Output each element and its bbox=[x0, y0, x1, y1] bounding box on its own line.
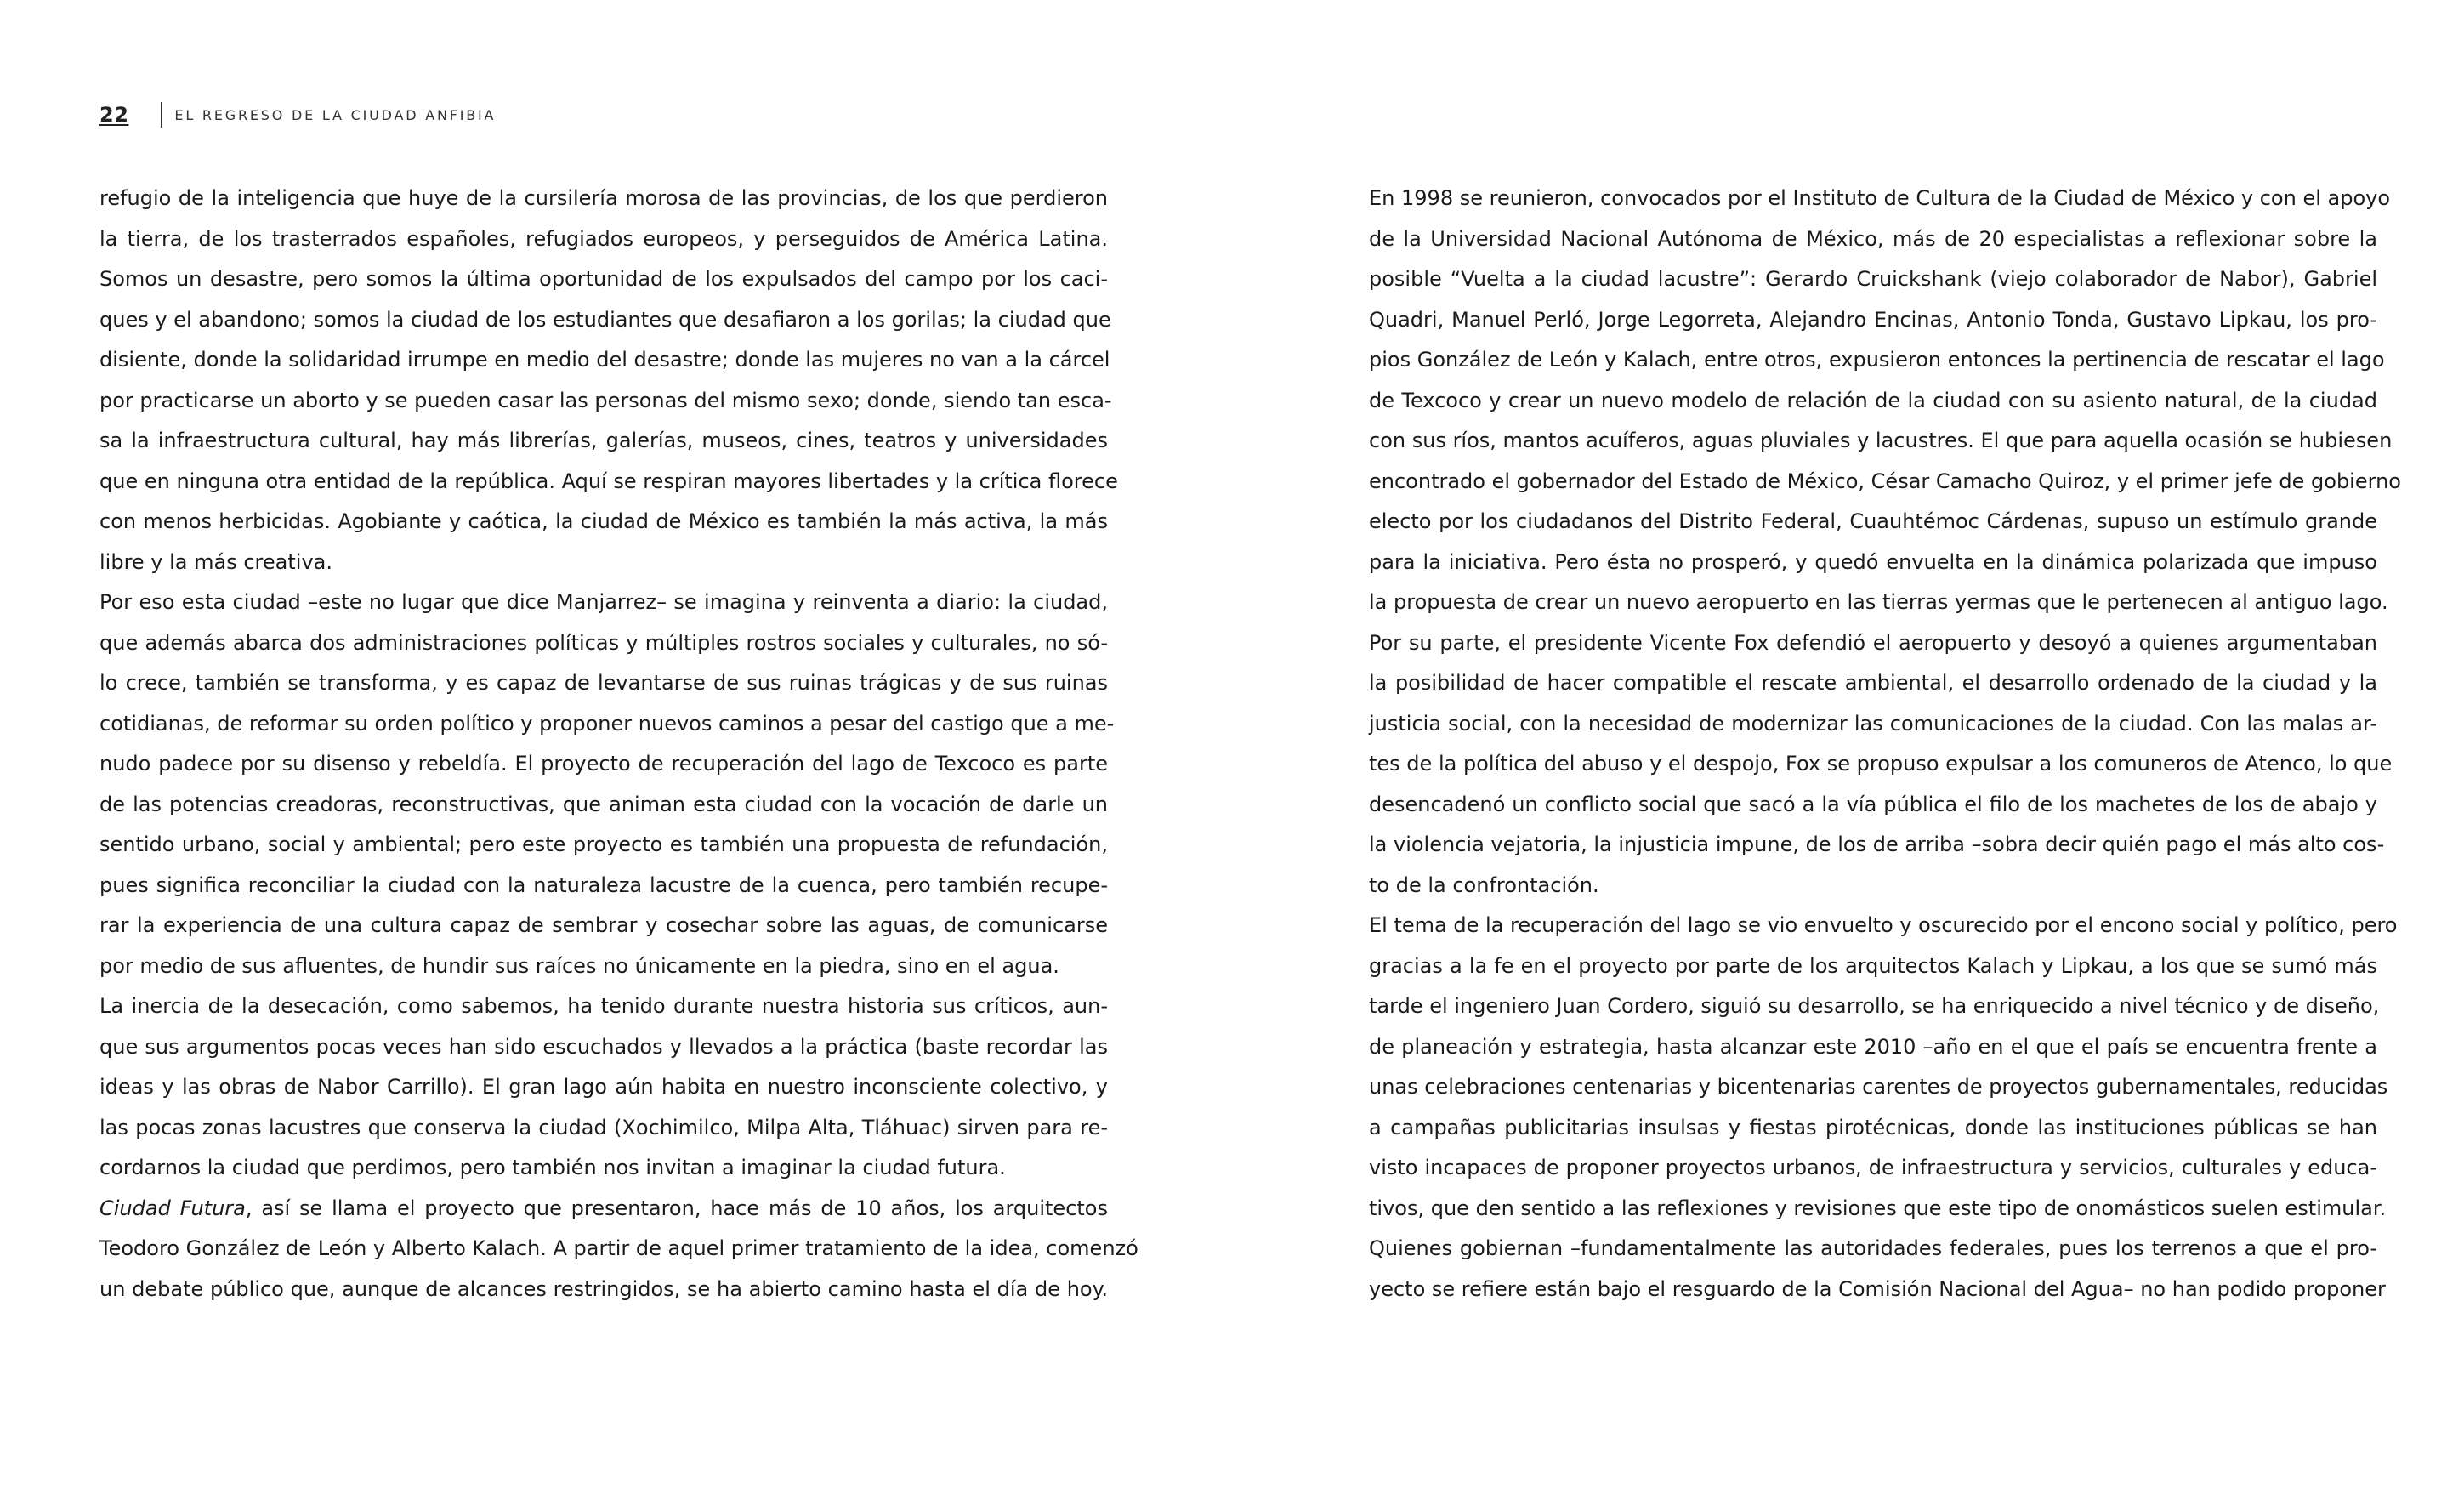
text-line: Por su parte, el presidente Vicente Fox defendió el aeropuerto y desoyó a quienes argumentaban bbox=[1369, 630, 2377, 655]
text-line: electo por los ciudadanos del Distrito Federal, Cuauhtémoc Cárdenas, supuso un estímulo grande bbox=[1369, 509, 2377, 533]
text-line: que además abarca dos administraciones políticas y múltiples rostros sociales y culturales, no só- bbox=[99, 630, 1108, 655]
text-line: la violencia vejatoria, la injusticia impune, de los de arriba –sobra decir quién pago el más alto cos- bbox=[1369, 832, 2385, 856]
text-line: Quadri, Manuel Perló, Jorge Legorreta, Alejandro Encinas, Antonio Tonda, Gustavo Lipkau, los pro- bbox=[1369, 307, 2377, 332]
text-line: ideas y las obras de Nabor Carrillo). El gran lago aún habita en nuestro inconsciente colectivo, y bbox=[99, 1075, 1108, 1099]
text-line: que en ninguna otra entidad de la república. Aquí se respiran mayores libertades y la crítica florece bbox=[99, 469, 1118, 493]
text-line: la tierra, de los trasterrados españoles, refugiados europeos, y perseguidos de América Latina. bbox=[99, 226, 1108, 251]
text-line: tes de la política del abuso y el despojo, Fox se propuso expulsar a los comuneros de Atenco, lo que bbox=[1369, 752, 2393, 776]
text-line: Teodoro González de León y Alberto Kalach. A partir de aquel primer tratamiento de la idea, comenzó bbox=[99, 1236, 1138, 1260]
text-span: , así se llama el proyecto que presentaron, hace más de 10 años, los arquitectos bbox=[245, 1196, 1108, 1220]
text-line: sa la infraestructura cultural, hay más librerías, galerías, museos, cines, teatros y universidades bbox=[99, 429, 1108, 452]
italic-project-title: Ciudad Futura bbox=[99, 1196, 246, 1220]
running-header bbox=[99, 100, 496, 129]
text-line: lo crece, también se transforma, y es capaz de levantarse de sus ruinas trágicas y de sus ruinas bbox=[99, 671, 1108, 695]
text-line: para la iniciativa. Pero ésta no prosperó, y quedó envuelta en la dinámica polarizada que impuso bbox=[1369, 549, 2377, 574]
text-line: que sus argumentos pocas veces han sido escuchados y llevados a la práctica (baste recordar las bbox=[99, 1034, 1108, 1059]
text-line: con menos herbicidas. Agobiante y caótica, la ciudad de México es también la más activa, la más bbox=[99, 509, 1108, 533]
text-line: por practicarse un aborto y se pueden casar las personas del mismo sexo; donde, siendo tan esca- bbox=[99, 388, 1112, 412]
text-line: la posibilidad de hacer compatible el rescate ambiental, el desarrollo ordenado de la ciudad y la bbox=[1369, 671, 2377, 695]
text-line: En 1998 se reunieron, convocados por el Instituto de Cultura de la Ciudad de México y con el apoyo bbox=[1369, 186, 2391, 210]
header-divider bbox=[161, 102, 162, 128]
left-column bbox=[99, 179, 1138, 1310]
paragraph-end-line: cordarnos la ciudad que perdimos, pero también nos invitan a imaginar la ciudad futura. bbox=[99, 1156, 1006, 1179]
text-line: tarde el ingeniero Juan Cordero, siguió su desarrollo, se ha enriquecido a nivel técnico y de diseño, bbox=[1369, 994, 2380, 1018]
text-line: refugio de la inteligencia que huye de la cursilería morosa de las provincias, de los que perdieron bbox=[99, 186, 1108, 210]
text-line: El tema de la recuperación del lago se vio envuelto y oscurecido por el encono social y político, pero bbox=[1369, 913, 2398, 937]
text-line: un debate público que, aunque de alcances restringidos, se ha abierto camino hasta el día de hoy. bbox=[99, 1276, 1108, 1301]
text-line: de la Universidad Nacional Autónoma de México, más de 20 especialistas a reflexionar sobre la bbox=[1369, 226, 2377, 251]
text-line: de planeación y estrategia, hasta alcanzar este 2010 –año en el que el país se encuentra frente a bbox=[1369, 1034, 2377, 1059]
text-line: encontrado el gobernador del Estado de México, César Camacho Quiroz, y el primer jefe de gobierno bbox=[1369, 469, 2401, 493]
text-line: pues significa reconciliar la ciudad con la naturaleza lacustre de la cuenca, pero también recupe- bbox=[99, 872, 1108, 897]
text-line: rar la experiencia de una cultura capaz de sembrar y cosechar sobre las aguas, de comunicarse bbox=[99, 913, 1108, 937]
text-line: Por eso esta ciudad –este no lugar que dice Manjarrez– se imagina y reinventa a diario: la ciudad, bbox=[99, 590, 1108, 614]
text-line: desencadenó un conflicto social que sacó a la vía pública el filo de los machetes de los de abajo y bbox=[1369, 792, 2377, 816]
text-line: disiente, donde la solidaridad irrumpe en medio del desastre; donde las mujeres no van a la cárcel bbox=[99, 348, 1110, 372]
text-line: a campañas publicitarias insulsas y fiestas pirotécnicas, donde las instituciones públicas se han bbox=[1369, 1115, 2377, 1139]
text-line: ques y el abandono; somos la ciudad de los estudiantes que desafiaron a los gorilas; la ciudad que bbox=[99, 307, 1111, 332]
text-line: con sus ríos, mantos acuíferos, aguas pluviales y lacustres. El que para aquella ocasión se hubiesen bbox=[1369, 429, 2393, 452]
text-line: Somos un desastre, pero somos la última oportunidad de los expulsados del campo por los caci- bbox=[99, 267, 1108, 291]
text-line: las pocas zonas lacustres que conserva la ciudad (Xochimilco, Milpa Alta, Tláhuac) sirven para re- bbox=[99, 1115, 1108, 1139]
text-line: yecto se refiere están bajo el resguardo de la Comisión Nacional del Agua– no han podido proponer bbox=[1369, 1276, 2386, 1301]
text-line: justicia social, con la necesidad de modernizar las comunicaciones de la ciudad. Con las malas ar- bbox=[1369, 711, 2377, 736]
text-line bbox=[99, 1189, 1108, 1230]
text-line: de las potencias creadoras, reconstructivas, que animan esta ciudad con la vocación de darle un bbox=[99, 792, 1108, 816]
text-line: pios González de León y Kalach, entre otros, expusieron entonces la pertinencia de rescatar el lago bbox=[1369, 348, 2385, 372]
text-line: Quienes gobiernan –fundamentalmente las autoridades federales, pues los terrenos a que el pro- bbox=[1369, 1236, 2377, 1260]
running-title: EL REGRESO DE LA CIUDAD ANFIBIA bbox=[174, 106, 497, 123]
text-line: visto incapaces de proponer proyectos urbanos, de infraestructura y servicios, culturales y educa- bbox=[1369, 1156, 2377, 1179]
page-number: 22 bbox=[99, 103, 129, 127]
text-line: gracias a la fe en el proyecto por parte de los arquitectos Kalach y Lipkau, a los que se sumó más bbox=[1369, 953, 2377, 978]
paragraph-end-line: to de la confrontación. bbox=[1369, 872, 1599, 897]
paragraph-end-line: por medio de sus afluentes, de hundir sus raíces no únicamente en la piedra, sino en el agua. bbox=[99, 953, 1059, 978]
text-line: La inercia de la desecación, como sabemos, ha tenido durante nuestra historia sus críticos, aun- bbox=[99, 994, 1108, 1018]
text-line: de Texcoco y crear un nuevo modelo de relación de la ciudad con su asiento natural, de la ciudad bbox=[1369, 388, 2377, 412]
right-column bbox=[1369, 179, 2401, 1310]
text-line: la propuesta de crear un nuevo aeropuerto en las tierras yermas que le pertenecen al antiguo lago. bbox=[1369, 590, 2388, 614]
paragraph-end-line: libre y la más creativa. bbox=[99, 549, 332, 574]
text-line: posible “Vuelta a la ciudad lacustre”: Gerardo Cruickshank (viejo colaborador de Nabor), Gabriel bbox=[1369, 267, 2377, 291]
text-line: unas celebraciones centenarias y bicentenarias carentes de proyectos gubernamentales, reducidas bbox=[1369, 1075, 2388, 1099]
text-line: cotidianas, de reformar su orden político y proponer nuevos caminos a pesar del castigo que a me- bbox=[99, 711, 1115, 736]
text-line: tivos, que den sentido a las reflexiones y revisiones que este tipo de onomásticos suelen estimular. bbox=[1369, 1196, 2387, 1220]
text-line: sentido urbano, social y ambiental; pero este proyecto es también una propuesta de refundación, bbox=[99, 832, 1108, 856]
text-line: nudo padece por su disenso y rebeldía. El proyecto de recuperación del lago de Texcoco es parte bbox=[99, 752, 1108, 776]
